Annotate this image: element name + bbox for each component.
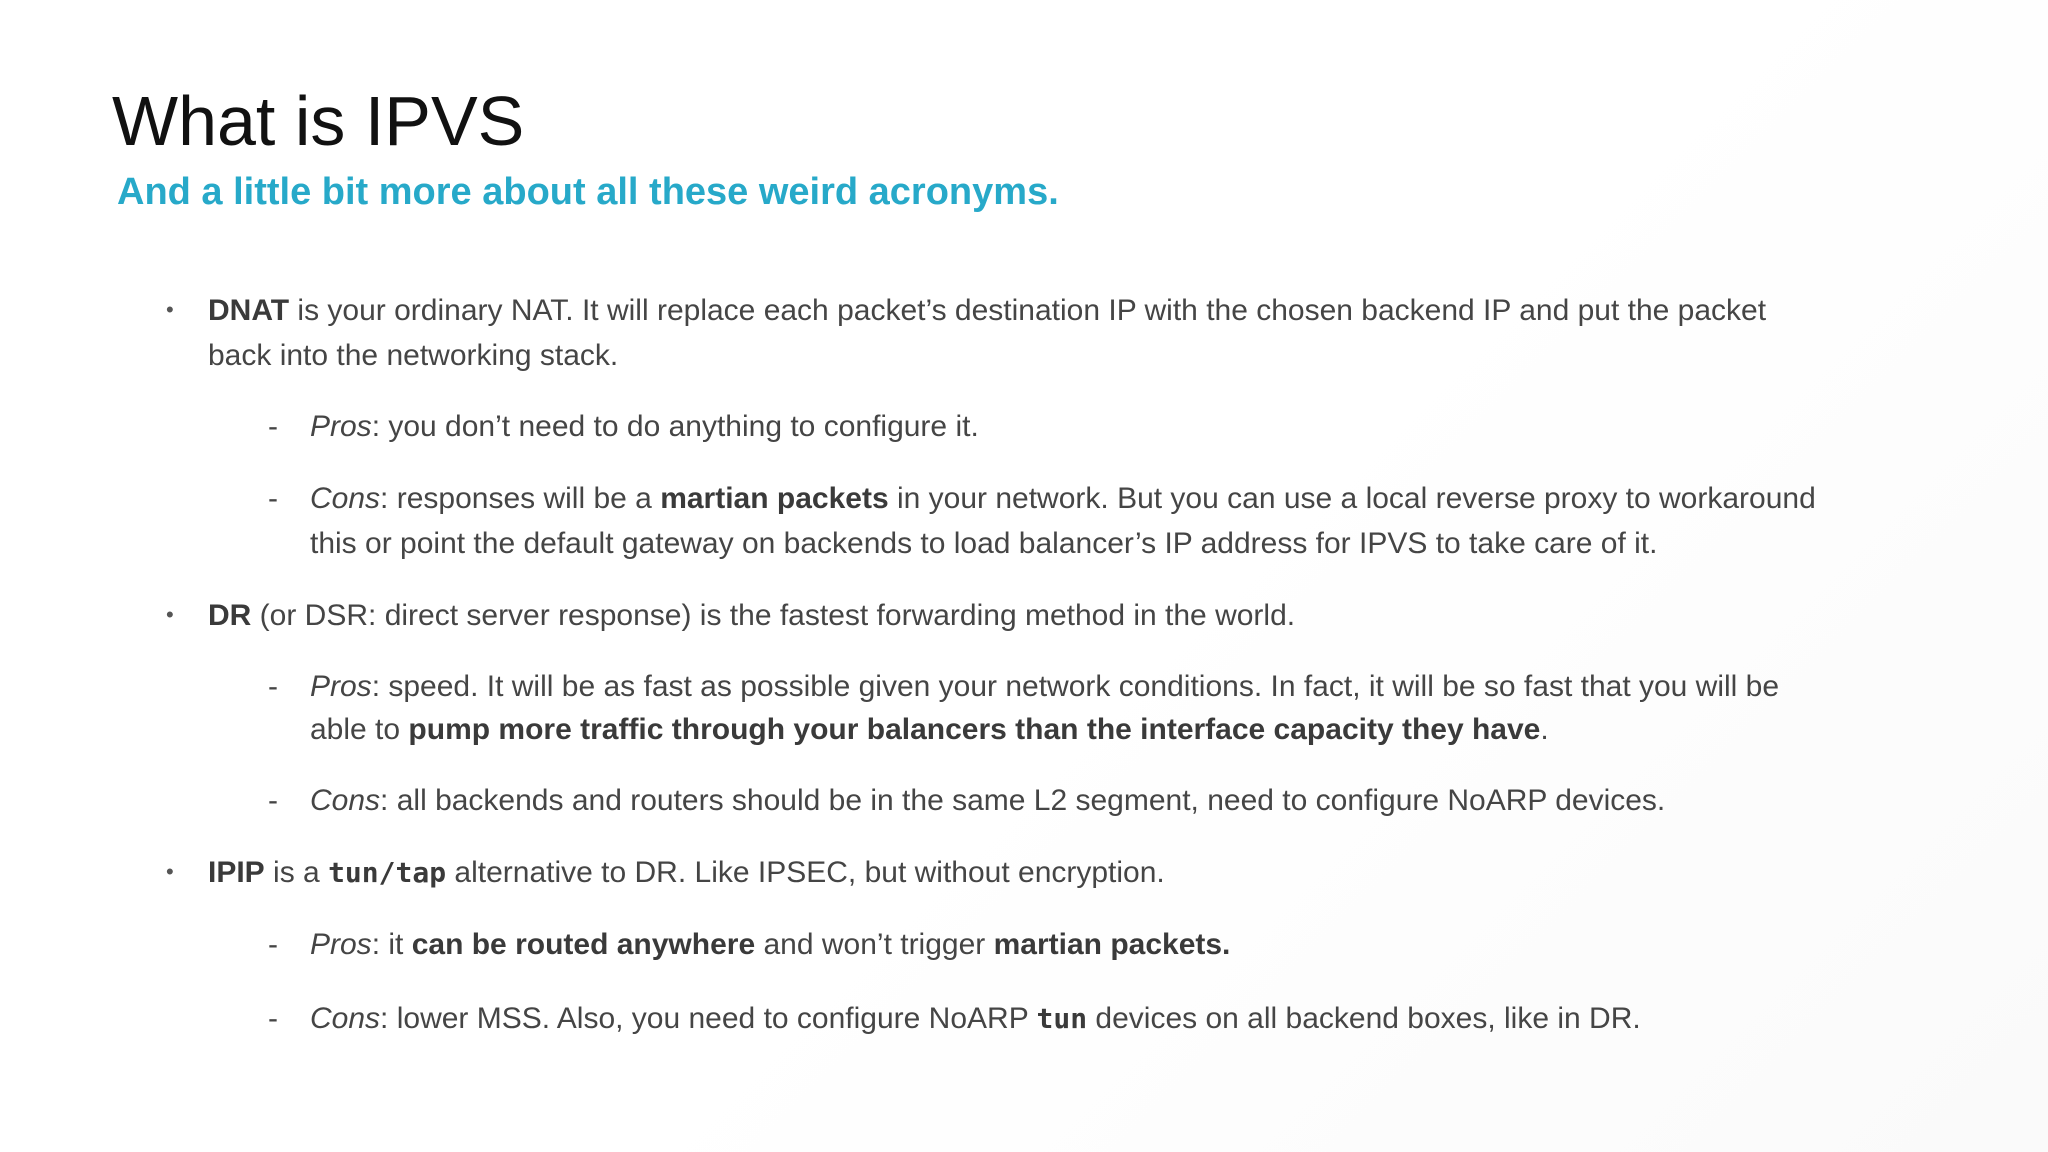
dnat-cons-bold: martian packets — [660, 482, 889, 515]
cons-label: Cons — [310, 1002, 381, 1035]
dnat-text: is your ordinary NAT. It will replace each packet’s destination IP with the chosen backend IP and put the packet — [289, 294, 1767, 327]
dr-pros-bold: pump more traffic through your balancers than the interface capacity they have — [408, 713, 1541, 746]
dr-cons-text: : all backends and routers should be in the same L2 segment, need to configure NoARP devices. — [380, 784, 1666, 817]
slide-subtitle: And a little bit more about all these weird acronyms. — [117, 171, 1059, 213]
dr-pros-line-1 — [310, 664, 1779, 709]
dnat-cons-text: : responses will be a — [380, 482, 661, 515]
dr-pros-text: : speed. It will be as fast as possible given your network conditions. In fact, it will be so fast that you will be — [371, 670, 1780, 703]
dnat-line-1 — [208, 288, 1766, 333]
ipip-pros-text-2: and won’t trigger — [755, 928, 994, 961]
dr-pros-text-2: able to — [310, 713, 409, 746]
dnat-line-2: back into the networking stack. — [208, 339, 619, 372]
ipip-code: tun/tap — [328, 856, 447, 889]
pros-label: Pros — [310, 410, 372, 443]
ipip-pros — [310, 922, 1230, 967]
ipip-pros-bold-1: can be routed anywhere — [411, 928, 756, 961]
dnat-pros-text: : you don’t need to do anything to configure it. — [371, 410, 979, 443]
ipip-cons-code: tun — [1036, 1002, 1088, 1035]
pros-label: Pros — [310, 928, 372, 961]
dr-cons — [310, 778, 1665, 823]
ipip-line-1 — [208, 850, 1165, 895]
pros-label: Pros — [310, 670, 372, 703]
dr-text: (or DSR: direct server response) is the fastest forwarding method in the world. — [251, 599, 1296, 632]
dash-marker: - — [268, 670, 278, 703]
dr-pros-line-2 — [310, 707, 1549, 752]
dnat-cons-line-2: this or point the default gateway on backends to load balancer’s IP address for IPVS to take care of it. — [310, 527, 1658, 560]
dnat-cons-line-1 — [310, 476, 1816, 521]
dnat-pros — [310, 404, 979, 449]
cons-label: Cons — [310, 482, 381, 515]
dash-marker: - — [268, 928, 278, 961]
dash-marker: - — [268, 410, 278, 443]
slide-title: What is IPVS — [112, 82, 525, 160]
ipip-cons-text-2: devices on all backend boxes, like in DR. — [1087, 1002, 1641, 1035]
dr-term: DR — [208, 599, 252, 632]
bullet-marker: • — [166, 859, 174, 884]
ipip-cons-text: : lower MSS. Also, you need to configure NoARP — [380, 1002, 1037, 1035]
ipip-term: IPIP — [208, 856, 265, 889]
dash-marker: - — [268, 784, 278, 817]
dr-pros-period: . — [1540, 713, 1549, 746]
ipip-text: is a — [264, 856, 329, 889]
dnat-term: DNAT — [208, 294, 290, 327]
dash-marker: - — [268, 1002, 278, 1035]
ipip-cons — [310, 996, 1641, 1041]
cons-label: Cons — [310, 784, 381, 817]
dash-marker: - — [268, 482, 278, 515]
bullet-marker: • — [166, 297, 174, 322]
bullet-marker: • — [166, 602, 174, 627]
dnat-cons-text-2: in your network. But you can use a local reverse proxy to workaround — [888, 482, 1816, 515]
ipip-pros-bold-2: martian packets. — [993, 928, 1231, 961]
ipip-pros-text: : it — [371, 928, 412, 961]
dr-line-1 — [208, 593, 1295, 638]
ipip-text-2: alternative to DR. Like IPSEC, but without encryption. — [446, 856, 1165, 889]
